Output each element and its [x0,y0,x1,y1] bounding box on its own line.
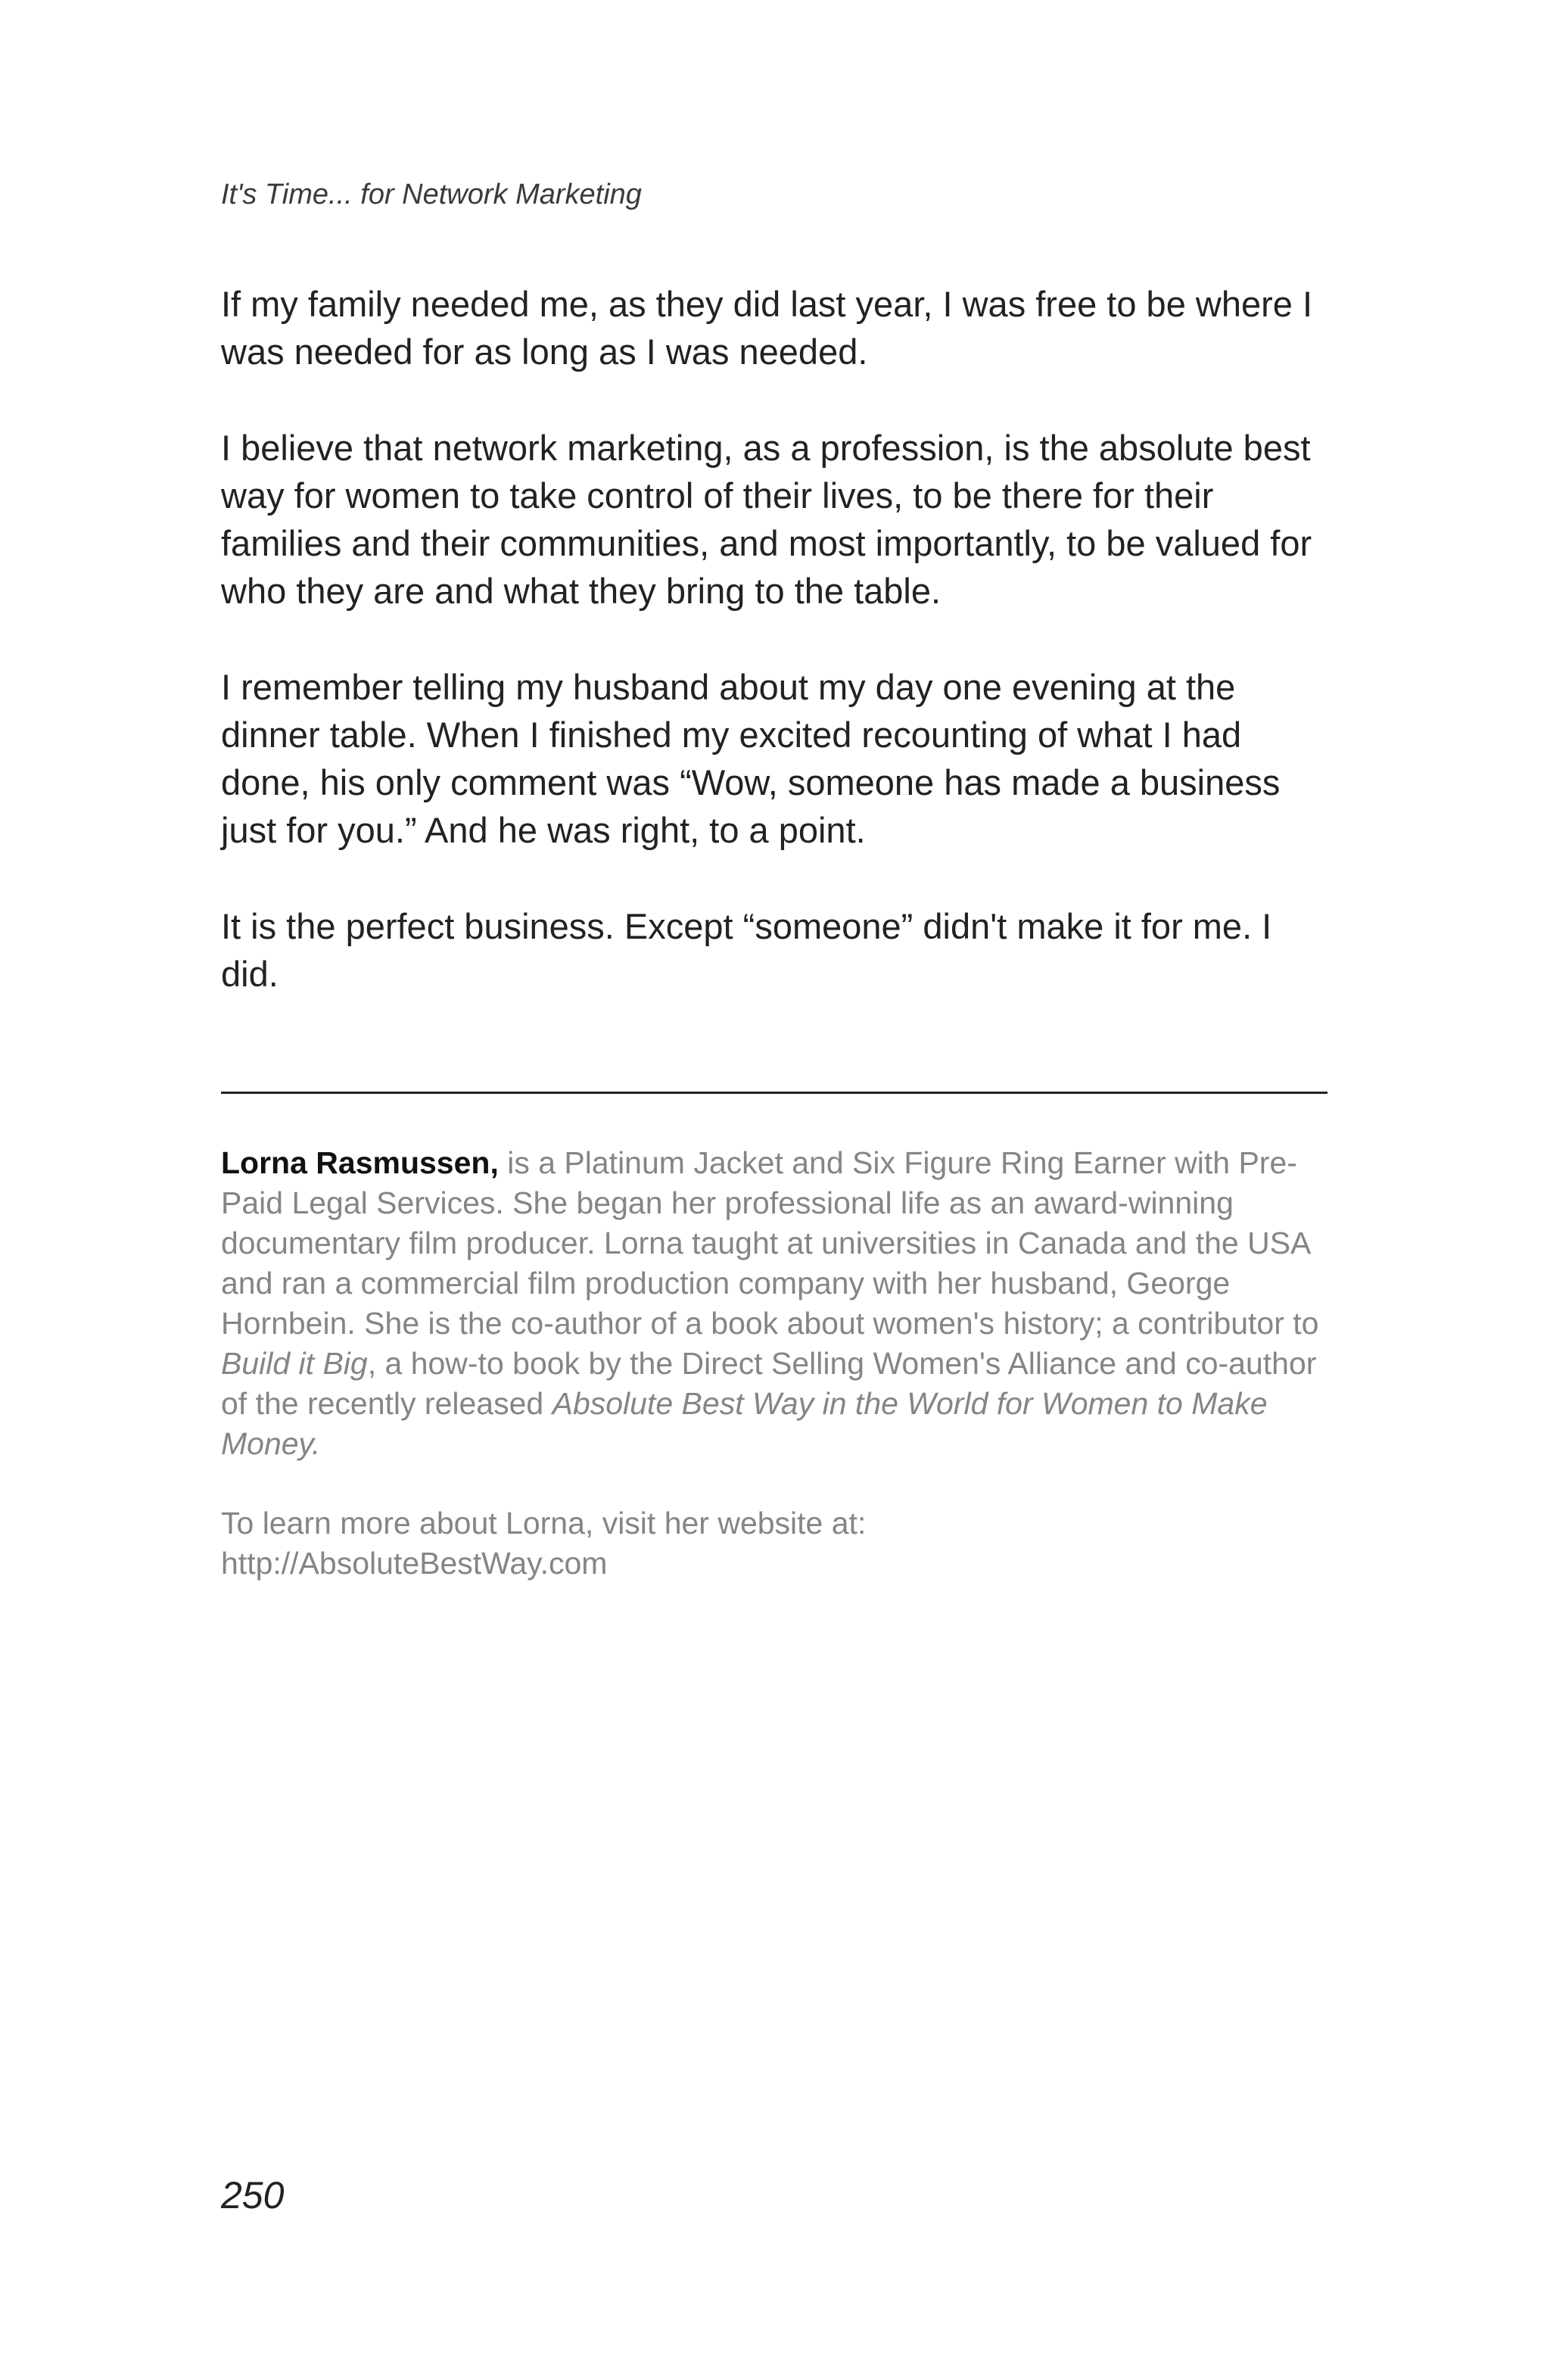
bio-text: , a how-to book by the Direct Selling Women's Alliance and co-author of the recently released [221,1346,1317,1421]
contact-paragraph [221,1503,1334,1584]
bio-text: is a Platinum Jacket and Six Figure Ring Earner with Pre-Paid Legal Services. She began her professional life as an award-winning documentary film producer. Lorna taught at universities in Canada and the USA and ran a commercial film production company with her husband, George Hornbein. She is the co-author of a book about women's history; a contributor to [221,1145,1319,1341]
body-paragraph: It is the perfect business. Except “someone” didn't make it for me. I did. [221,906,1272,994]
section-divider [221,1092,1327,1094]
page-number: 250 [221,2174,285,2216]
author-bio [221,1143,1334,1623]
bio-paragraph [221,1143,1334,1464]
book-title: Absolute Best Way in the World for Women to Make Money. [221,1386,1268,1461]
author-name: Lorna Rasmussen, [221,1145,499,1180]
body-text [221,280,1334,998]
body-paragraph: If my family needed me, as they did last year, I was free to be where I was needed for as long as I was needed. [221,284,1313,372]
running-header: It's Time... for Network Marketing [221,179,642,210]
body-paragraph: I remember telling my husband about my day one evening at the dinner table. When I finished my excited recounting of what I had done, his only comment was “Wow, someone has made a business just for you.” And he was right, to a point. [221,667,1281,850]
website-link[interactable]: http://AbsoluteBestWay.com [221,1546,608,1581]
book-title: Build it Big [221,1346,368,1381]
contact-text: To learn more about Lorna, visit her website at: [221,1506,867,1540]
body-paragraph: I believe that network marketing, as a profession, is the absolute best way for women to take control of their lives, to be there for their families and their communities, and most importantly, to be valued for who they are and what they bring to the table. [221,428,1312,611]
